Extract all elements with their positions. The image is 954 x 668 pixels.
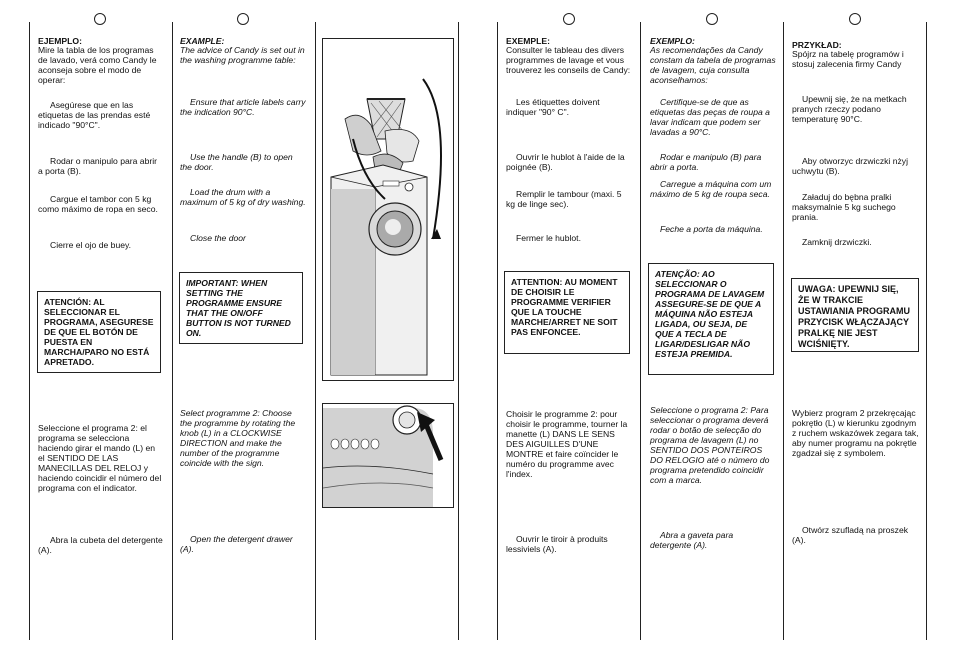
open-drawer-text: Open the detergent drawer (A). [180, 534, 293, 554]
language-circle-icon [237, 13, 249, 25]
step-close-door: Close the door [190, 233, 246, 243]
open-drawer-text: Ouvrir le tiroir à produits lessiviels (A). [506, 534, 608, 554]
select-programme-text: Seleccione o programa 2: Para seleccionar o programa deverá rodar o botão de selecção do programa de lavagem (L) no SENTIDO DOS PONTEIROS DO RELOGIO até o número do programa pretendido coincidir com a marca. [650, 405, 770, 485]
step-label-check: Certifique-se de que as etiquetas das peças de roupa a lavar indicam que podem ser lavadas a 90°C. [650, 97, 770, 137]
language-circle-icon [849, 13, 861, 25]
example-heading: EJEMPLO: [38, 36, 82, 46]
washing-machine-figure [322, 38, 454, 381]
step-label-check: Les étiquettes doivent indiquer "90° C". [506, 97, 600, 117]
step-open-door: Aby otworzyc drzwiczki nżyj uchwytu (B). [792, 156, 909, 176]
open-drawer-text: Abra a gaveta para detergente (A). [650, 530, 734, 550]
intro-text: Consulter le tableau des divers programmes de lavage et vous trouverez les conseils de Candy: [506, 45, 631, 75]
warning-box: UWAGA: UPEWNIJ SIĘ, ŻE W TRAKCIE USTAWIANIA PROGRAMU PRZYCISK WŁĄCZAJĄCY PRALKĘ NIE JEST WCIŚNIĘTY. [791, 278, 919, 352]
washing-machine-illustration [323, 39, 453, 380]
step-load-drum: Carregue a máquina com um máximo de 5 kg de roupa seca. [650, 179, 772, 199]
warning-box: ATTENTION: AU MOMENT DE CHOISIR LE PROGRAMME VERIFIER QUE LA TOUCHE MARCHE/ARRET NE SOIT PAS ENFONCEE. [504, 271, 630, 354]
example-heading: EXEMPLE: [506, 36, 550, 46]
column-rule [926, 22, 927, 640]
language-circle-icon [94, 13, 106, 25]
step-load-drum: Cargue el tambor con 5 kg como máximo de ropa en seco. [38, 194, 158, 214]
select-programme-text: Wybierz program 2 przekręcając pokrętło (L) w kierunku zgodnym z ruchem wskazówek zegara tak, aby numer programu na pokrętle zgadzał się z symbolem. [792, 408, 919, 458]
select-programme-text: Choisir le programme 2: pour choisir le programme, tourner la manette (L) DANS LE SENS DES AIGUILLES D'UNE MONTRE et faire coïncider le numéro du programme avec l'index. [506, 409, 628, 479]
step-close-door: Fermer le hublot. [516, 233, 581, 243]
column-rule [458, 22, 459, 640]
step-close-door: Cierre el ojo de buey. [50, 240, 132, 250]
select-programme-text: Select programme 2: Choose the programme by rotating the knob (L) in a CLOCKWISE DIRECTION and make the number of the programme coincide with the sign. [180, 408, 296, 468]
column-rule [783, 22, 784, 640]
programme-knob-illustration [323, 404, 453, 507]
step-close-door: Zamknij drzwiczki. [802, 237, 872, 247]
programme-knob-figure [322, 403, 454, 508]
language-circle-icon [563, 13, 575, 25]
select-programme-text: Seleccione el programa 2: el programa se selecciona haciendo girar el mando (L) en el SENTIDO DE LAS MANECILLAS DEL RELOJ y haciendo coincidir el número del programa con el indicator. [38, 423, 162, 493]
column-rule [29, 22, 30, 640]
step-label-check: Ensure that article labels carry the indication 90°C. [180, 97, 306, 117]
step-load-drum: Załaduj do bębna pralki maksymalnie 5 kg suchego prania. [792, 192, 896, 222]
intro-text: As recomendações da Candy constam da tabela de programas de lavagem, cuja consulta aconselhamos: [650, 45, 776, 85]
warning-box: ATENÇÃO: AO SELECCIONAR O PROGRAMA DE LAVAGEM ASSEGURE-SE DE QUE A MÁQUINA NÃO ESTEJA LIGADA, OU SEJA, DE QUE A TECLA DE LIGAR/DESLIGAR NÃO ESTEJA PREMIDA. [648, 263, 774, 375]
open-drawer-text: Otwórz szufladą na proszek (A). [792, 525, 909, 545]
column-rule [640, 22, 641, 640]
language-circle-icon [706, 13, 718, 25]
intro-text: Spójrz na tabelę programów i stosuj zalecenia firmy Candy [792, 49, 904, 69]
step-open-door: Use the handle (B) to open the door. [180, 152, 293, 172]
intro-text: The advice of Candy is set out in the washing programme table: [180, 45, 305, 65]
example-heading: EXAMPLE: [180, 36, 225, 46]
column-rule [172, 22, 173, 640]
warning-box: ATENCIÓN: AL SELECCIONAR EL PROGRAMA, ASEGURESE DE QUE EL BOTÓN DE PUESTA EN MARCHA/PARO NO ESTÁ APRETADO. [37, 291, 161, 373]
step-load-drum: Remplir le tambour (maxi. 5 kg de linge sec). [506, 189, 622, 209]
example-heading: PRZYKŁAD: [792, 40, 842, 50]
step-open-door: Ouvrir le hublot à l'aide de la poignée (B). [506, 152, 625, 172]
warning-box: IMPORTANT: WHEN SETTING THE PROGRAMME ENSURE THAT THE ON/OFF BUTTON IS NOT TURNED ON. [179, 272, 303, 344]
column-rule [497, 22, 498, 640]
step-close-door: Feche a porta da máquina. [660, 224, 763, 234]
column-rule [315, 22, 316, 640]
step-label-check: Upewnij się, że na metkach pranych rzeczy podano temperaturę 90°C. [792, 94, 907, 124]
intro-text: Mire la tabla de los programas de lavado, verá como Candy le aconseja sobre el modo de operar: [38, 45, 157, 85]
step-label-check: Asegúrese que en las etiquetas de las prendas esté indicado "90°C". [38, 100, 151, 130]
step-load-drum: Load the drum with a maximum of 5 kg of dry washing. [180, 187, 306, 207]
step-open-door: Rodar o manipulo para abrir a porta (B). [38, 156, 158, 176]
open-drawer-text: Abra la cubeta del detergente (A). [38, 535, 163, 555]
step-open-door: Rodar e manipulo (B) para abrir a porta. [650, 152, 762, 172]
example-heading: EXEMPLO: [650, 36, 695, 46]
